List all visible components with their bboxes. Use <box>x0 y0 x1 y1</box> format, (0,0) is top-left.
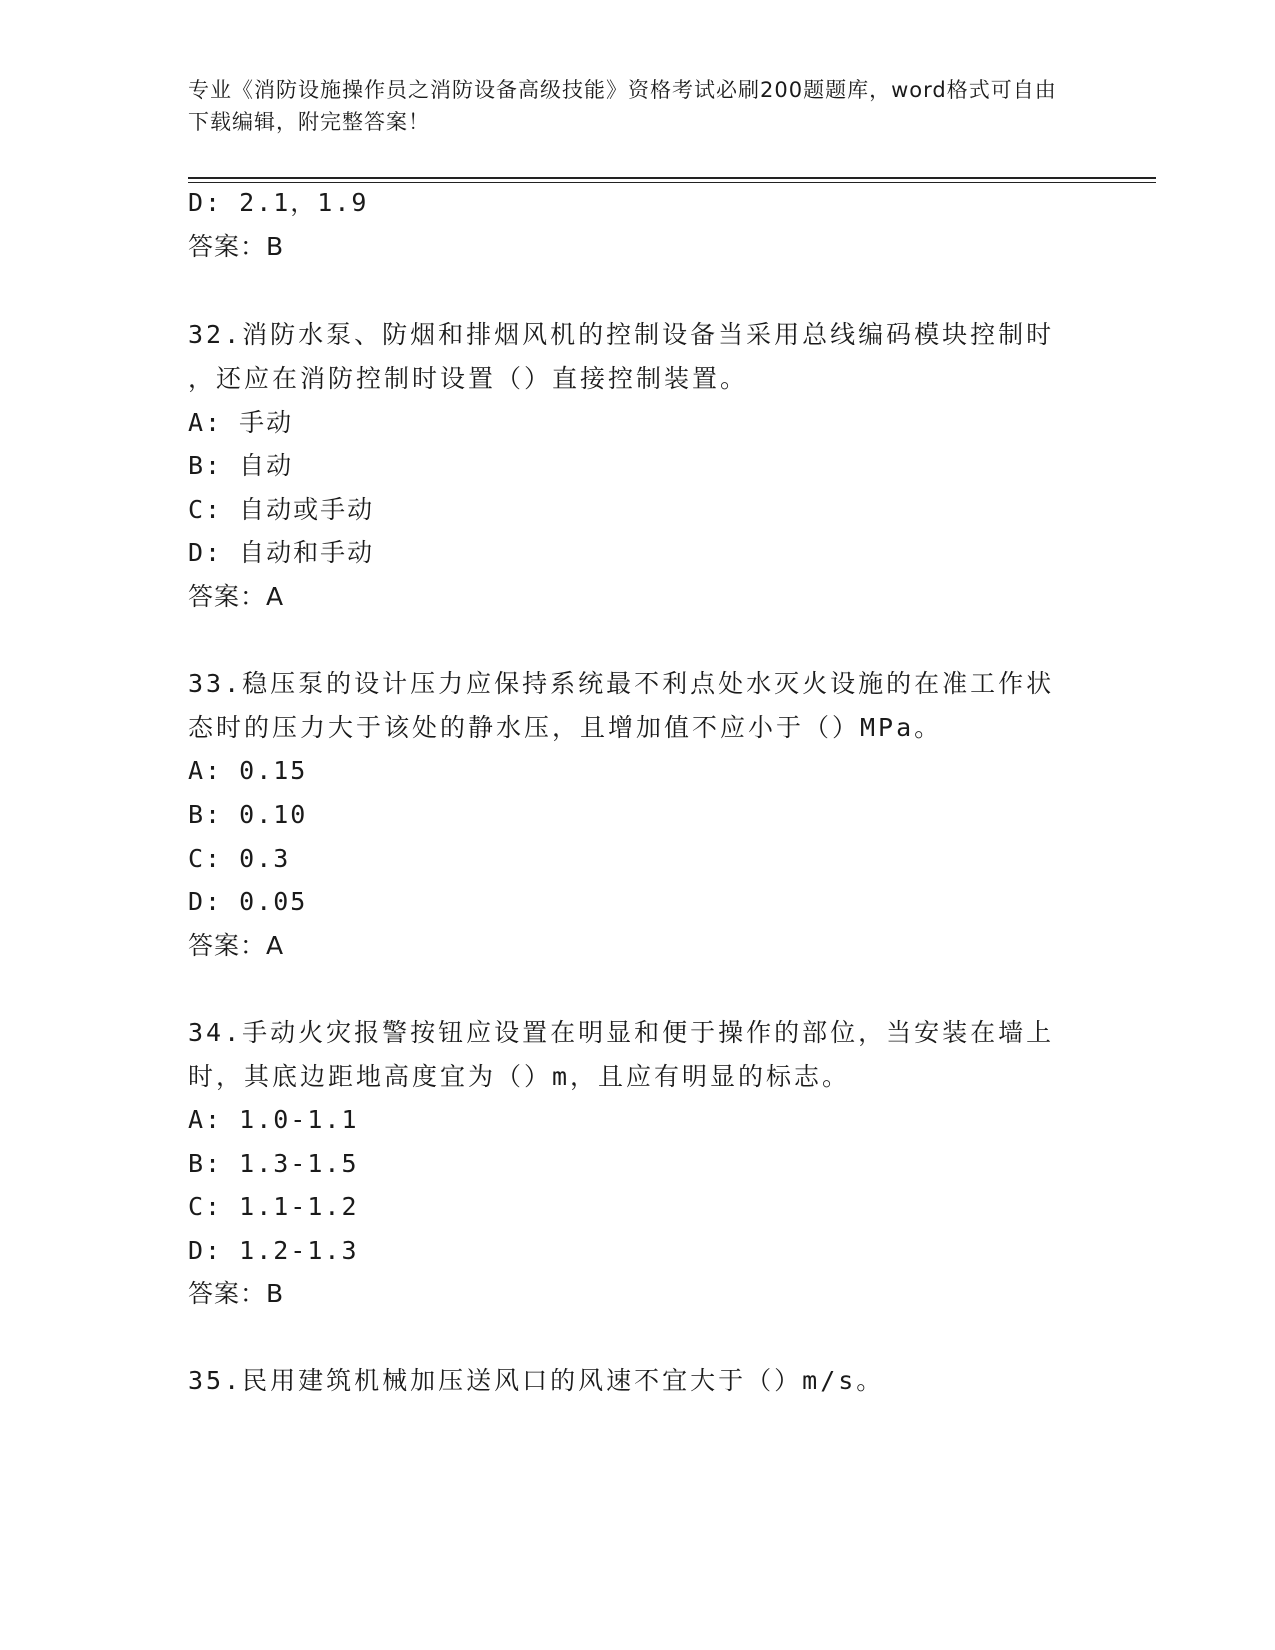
q33-option-c: C: 0.3 <box>188 844 291 873</box>
prev-option-d: D: 2.1，1.9 <box>188 188 369 217</box>
q33-option-a: A: 0.15 <box>188 756 308 785</box>
q32-option-d: D: 自动和手动 <box>188 538 375 567</box>
q35-text-line1: 35.民用建筑机械加压送风口的风速不宜大于（）m/s。 <box>188 1366 885 1395</box>
q34-text-line1: 34.手动火灾报警按钮应设置在明显和便于操作的部位，当安装在墙上 <box>188 1018 1055 1047</box>
prev-answer: 答案：B <box>188 232 285 261</box>
q34-text-line2: 时，其底边距地高度宜为（）m，且应有明显的标志。 <box>188 1062 851 1091</box>
q34-option-a: A: 1.0-1.1 <box>188 1105 359 1134</box>
q34-answer: 答案：B <box>188 1279 285 1308</box>
q32-text-line1: 32.消防水泵、防烟和排烟风机的控制设备当采用总线编码模块控制时 <box>188 320 1055 349</box>
q32-option-c: C: 自动或手动 <box>188 495 375 524</box>
header-rule-thin <box>188 182 1156 183</box>
q33-text-line2: 态时的压力大于该处的静水压，且增加值不应小于（）MPa。 <box>188 713 943 742</box>
q33-text-line1: 33.稳压泵的设计压力应保持系统最不利点处水灭火设施的在准工作状 <box>188 669 1055 698</box>
q32-option-a: A: 手动 <box>188 408 294 437</box>
q34-option-c: C: 1.1-1.2 <box>188 1192 359 1221</box>
q32-answer: 答案：A <box>188 582 285 611</box>
header-rule-thick <box>188 177 1156 179</box>
q32-text-line2: ，还应在消防控制时设置（）直接控制装置。 <box>188 364 749 393</box>
q32-option-b: B: 自动 <box>188 451 294 480</box>
q34-option-d: D: 1.2-1.3 <box>188 1236 359 1265</box>
document-header: 专业《消防设施操作员之消防设备高级技能》资格考试必刷200题题库，word格式可自由下载编辑，附完整答案！ <box>188 78 1057 134</box>
q33-option-d: D: 0.05 <box>188 887 308 916</box>
q34-option-b: B: 1.3-1.5 <box>188 1149 359 1178</box>
q33-option-b: B: 0.10 <box>188 800 308 829</box>
q33-answer: 答案：A <box>188 931 285 960</box>
